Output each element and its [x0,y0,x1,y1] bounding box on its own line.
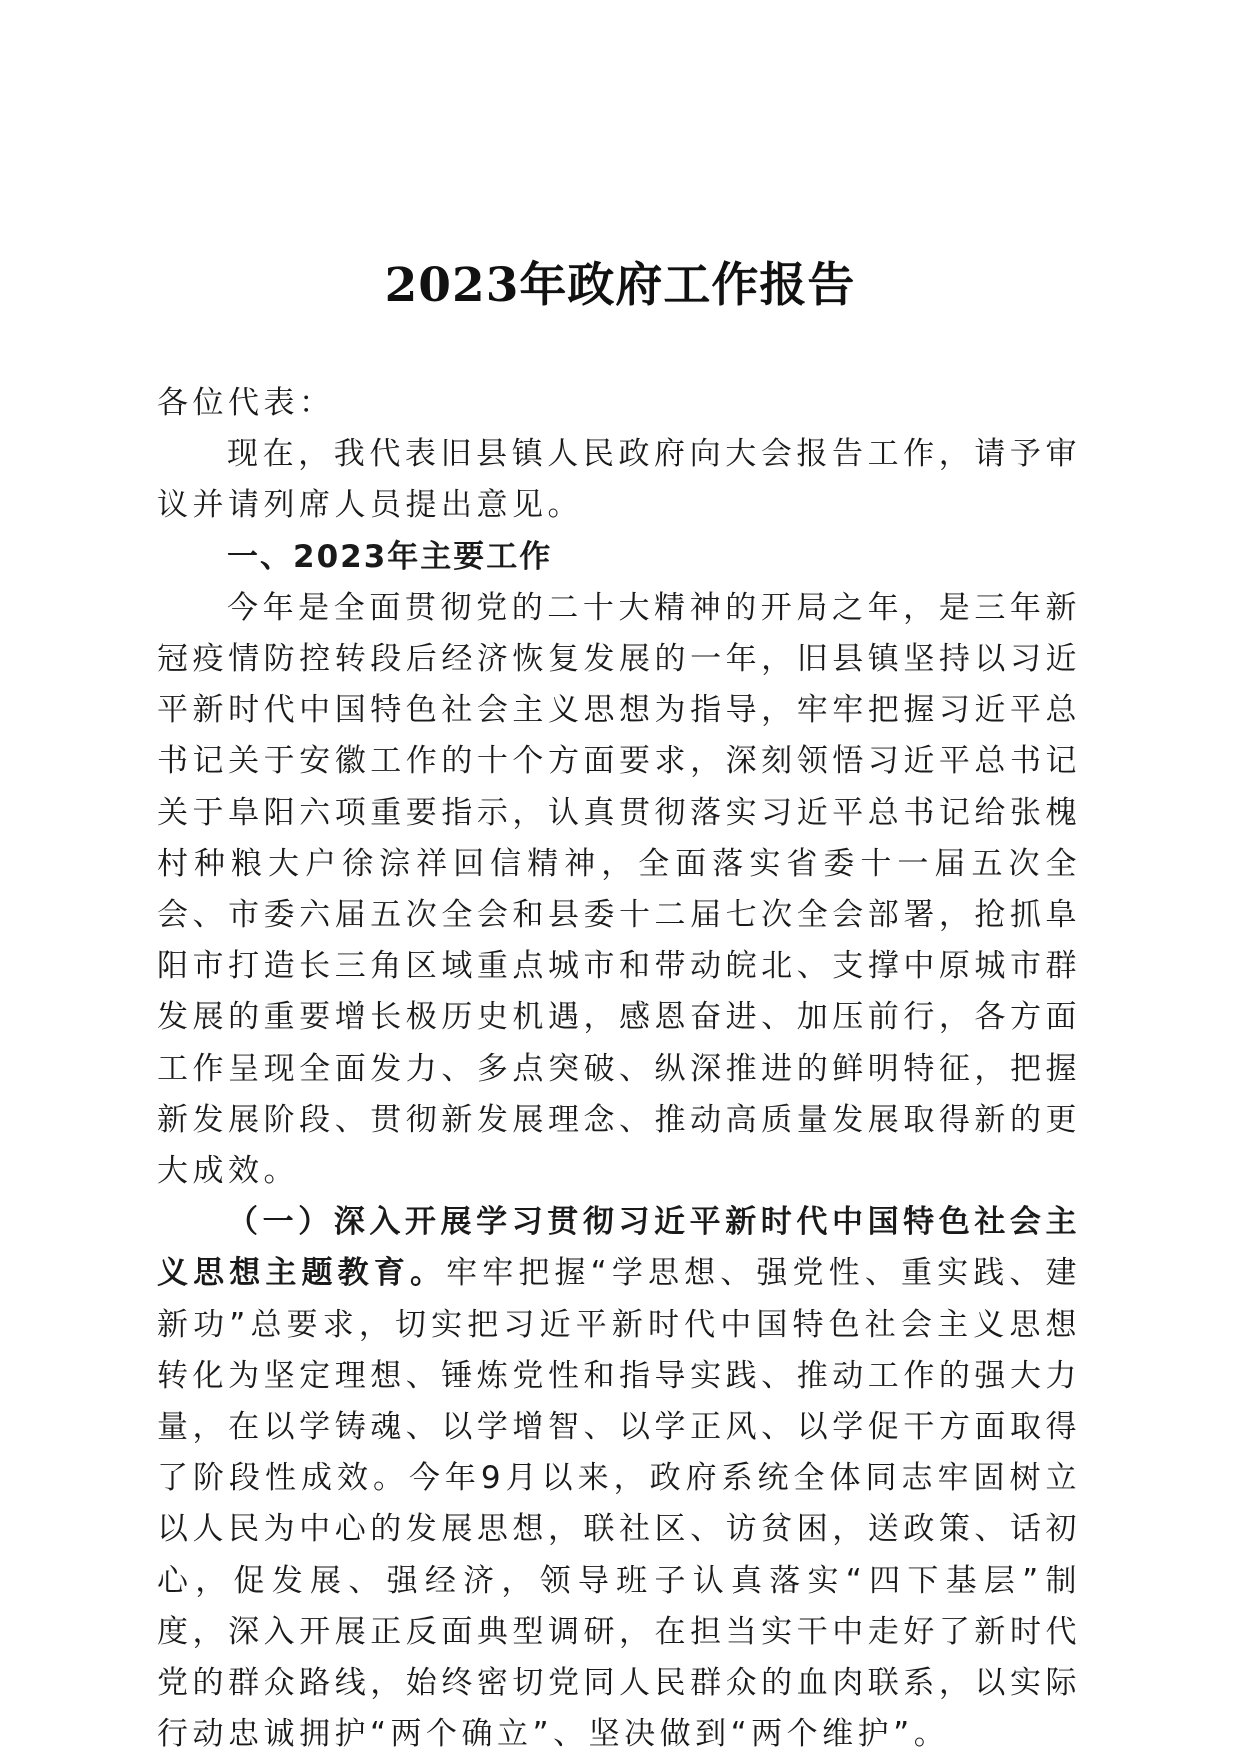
section-paragraph: 今年是全面贯彻党的二十大精神的开局之年，是三年新冠疫情防控转段后经济恢复发展的一年，旧县镇坚持以习近平新时代中国特色社会主义思想为指导，牢牢把握习近平总书记关于安徽工作的十个方面要求，深刻领悟习近平总书记关于阜阳六项重要指示，认真贯彻落实习近平总书记给张槐村种粮大户徐淙祥回信精神，全面落实省委十一届五次全会、市委六届五次全会和县委十二届七次全会部署，抢抓阜阳市打造长三角区域重点城市和带动皖北、支撑中原城市群发展的重要增长极历史机遇，感恩奋进、加压前行，各方面工作呈现全面发力、多点突破、纵深推进的鲜明特征，把握新发展阶段、贯彻新发展理念、推动高质量发展取得新的更大成效。 [157,589,1081,1190]
subsection-paragraph [157,1197,1081,1760]
document-title: 2023年政府工作报告 [384,258,856,313]
document-body [157,378,1081,1760]
subsection-lead: （一）深入开展学习贯彻习近平新时代中国特色社会主义思想主题教育。 [157,1204,1081,1292]
salutation: 各位代表： [157,385,335,421]
subsection-body: 牢牢把握“学思想、强党性、重实践、建新功”总要求，切实把习近平新时代中国特色社会主义思想转化为坚定理想、锤炼党性和指导实践、推动工作的强大力量，在以学铸魂、以学增智、以学正风、以学促干方面取得了阶段性成效。今年9月以来，政府系统全体同志牢固树立以人民为中心的发展思想，联社区、访贫困，送政策、话初心，促发展、强经济，领导班子认真落实“四下基层”制度，深入开展正反面典型调研，在担当实干中走好了新时代党的群众路线，始终密切党同人民群众的血肉联系，以实际行动忠诚拥护“两个确立”、坚决做到“两个维护”。 [157,1255,1082,1753]
section-heading: 一、2023年主要工作 [227,538,553,575]
intro-paragraph: 现在，我代表旧县镇人民政府向大会报告工作，请予审议并请列席人员提出意见。 [157,436,1081,524]
